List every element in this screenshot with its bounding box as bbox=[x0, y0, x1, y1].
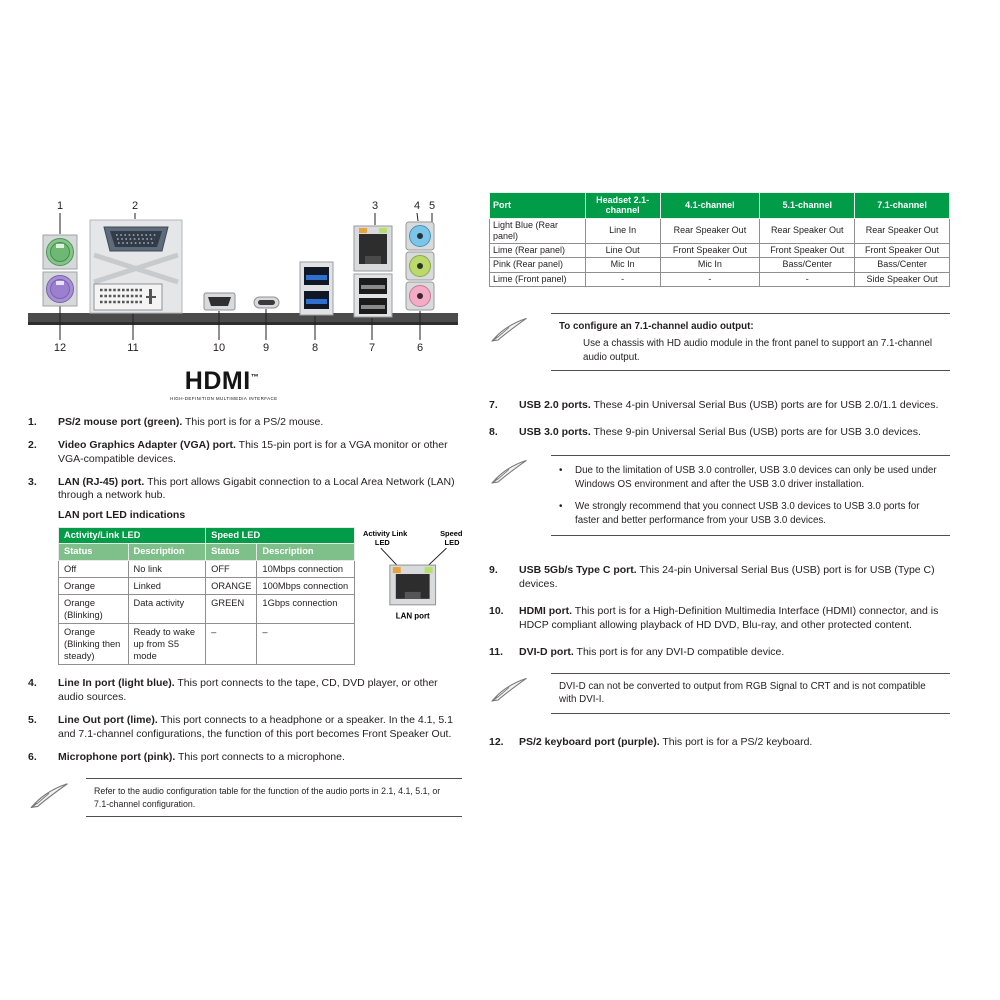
table-header-cell: Activity/Link LED bbox=[59, 528, 206, 544]
note-text: Refer to the audio configuration table for the function of the audio ports in 2.1, 4.1, 5.1, or 7.1-channel configuration. bbox=[86, 778, 462, 816]
table-cell: 10Mbps connection bbox=[257, 560, 354, 577]
lan-port bbox=[354, 226, 392, 271]
table-row bbox=[59, 623, 355, 664]
hdmi-logo bbox=[170, 367, 278, 401]
item-number: 4. bbox=[28, 677, 37, 690]
item-description: These 4-pin Universal Serial Bus (USB) ports are for USB 2.0/1.1 devices. bbox=[590, 399, 939, 412]
item-lan bbox=[28, 476, 462, 504]
callout-number: 4 bbox=[413, 200, 421, 212]
item-bold-lead: HDMI port. bbox=[519, 604, 573, 617]
table-cell: - bbox=[585, 272, 660, 286]
table-cell: Pink (Rear panel) bbox=[490, 258, 586, 272]
item-number: 5. bbox=[28, 713, 37, 726]
pencil-note-icon bbox=[28, 778, 86, 816]
lan-port-figure bbox=[363, 527, 462, 627]
item-text bbox=[58, 677, 462, 705]
item-usbc bbox=[489, 564, 950, 592]
table-cell: Orange (Blinking then steady) bbox=[59, 623, 129, 664]
audio-jack-line-in bbox=[406, 222, 434, 250]
table-cell: 1Gbps connection bbox=[257, 594, 354, 623]
note-71-channel bbox=[489, 313, 950, 372]
pencil-icon bbox=[489, 316, 529, 344]
audio-config-table bbox=[489, 192, 950, 287]
item-text bbox=[519, 736, 950, 750]
item-description: This port allows Gigabit connection to a Local Area Network (LAN) through a network hub. bbox=[58, 475, 455, 502]
table-header-cell: Port bbox=[490, 193, 586, 219]
item-number: 10. bbox=[489, 604, 504, 617]
item-dvi bbox=[489, 646, 950, 660]
table-cell: Mic In bbox=[660, 258, 760, 272]
table-header-cell: Description bbox=[257, 544, 354, 560]
callout-number: 11 bbox=[127, 342, 139, 354]
item-microphone bbox=[28, 751, 462, 765]
item-bold-lead: USB 5Gb/s Type C port. bbox=[519, 564, 637, 577]
table-cell: Rear Speaker Out bbox=[855, 218, 950, 244]
table-row bbox=[490, 258, 950, 272]
item-text bbox=[58, 714, 462, 742]
callout-number: 3 bbox=[371, 200, 379, 212]
hdmi-port bbox=[204, 293, 235, 310]
callout-number: 12 bbox=[53, 342, 67, 354]
table-cell: Light Blue (Rear panel) bbox=[490, 218, 586, 244]
item-number: 1. bbox=[28, 416, 37, 428]
table-header-cell: Status bbox=[59, 544, 129, 560]
table-cell: Line In bbox=[585, 218, 660, 244]
table-cell: Bass/Center bbox=[855, 258, 950, 272]
usb3-ports bbox=[300, 262, 333, 315]
table-cell: Side Speaker Out bbox=[855, 272, 950, 286]
item-description: This port connects to a microphone. bbox=[175, 750, 345, 763]
usb2-ports bbox=[354, 274, 392, 317]
table-cell: Lime (Front panel) bbox=[490, 272, 586, 286]
item-line-out bbox=[28, 714, 462, 742]
item-text bbox=[58, 751, 462, 765]
table-cell: Line Out bbox=[585, 244, 660, 258]
item-description: This port connects to the tape, CD, DVD player, or other audio sources. bbox=[58, 677, 438, 704]
callout-number: 7 bbox=[368, 342, 376, 354]
item-bold-lead: LAN (RJ-45) port. bbox=[58, 475, 145, 488]
callout-number: 9 bbox=[262, 342, 270, 354]
item-number: 9. bbox=[489, 564, 498, 577]
speed-led-label: Speed bbox=[439, 529, 462, 539]
table-row bbox=[59, 594, 355, 623]
item-text bbox=[519, 646, 950, 660]
table-cell: - bbox=[660, 272, 760, 286]
audio-jack-microphone bbox=[406, 282, 434, 310]
item-text bbox=[58, 476, 462, 504]
io-shield-bar bbox=[28, 313, 458, 325]
table-cell: Lime (Rear panel) bbox=[490, 244, 586, 258]
io-panel-diagram bbox=[28, 192, 458, 360]
callout-number: 10 bbox=[212, 342, 226, 354]
left-column bbox=[28, 192, 462, 817]
item-number: 12. bbox=[489, 735, 504, 748]
table-cell: Front Speaker Out bbox=[760, 244, 855, 258]
bullet-glyph: • bbox=[559, 501, 563, 513]
lan-led-table bbox=[58, 527, 355, 665]
item-number: 7. bbox=[489, 399, 498, 412]
note-body bbox=[551, 313, 950, 372]
table-row bbox=[59, 560, 355, 577]
table-row bbox=[59, 577, 355, 594]
ps2-keyboard-port bbox=[43, 272, 77, 306]
lan-led-block bbox=[58, 527, 462, 665]
bullet-glyph: • bbox=[559, 465, 563, 477]
callout-number: 2 bbox=[131, 200, 139, 212]
item-bold-lead: USB 2.0 ports. bbox=[519, 399, 591, 412]
table-header-cell: Status bbox=[206, 544, 257, 560]
note-dvi bbox=[489, 673, 950, 714]
table-cell: Ready to wake up from S5 mode bbox=[128, 623, 206, 664]
table-cell: Orange bbox=[59, 577, 129, 594]
table-header-cell: Headset 2.1-channel bbox=[585, 193, 660, 219]
table-row bbox=[490, 218, 950, 244]
table-cell: Rear Speaker Out bbox=[660, 218, 760, 244]
table-header-cell: 7.1-channel bbox=[855, 193, 950, 219]
table-cell: GREEN bbox=[206, 594, 257, 623]
item-bold-lead: DVI-D port. bbox=[519, 645, 574, 658]
note-text: Use a chassis with HD audio module in the front panel to support an 7.1-channel audio output. bbox=[583, 338, 933, 363]
note-audio-config bbox=[28, 778, 462, 816]
vga-port bbox=[104, 227, 168, 251]
item-number: 6. bbox=[28, 750, 37, 763]
lan-port-drawing bbox=[389, 565, 435, 605]
table-row bbox=[490, 272, 950, 286]
item-text bbox=[58, 439, 462, 467]
item-description: This port is for any DVI-D compatible device. bbox=[573, 645, 785, 658]
table-cell: – bbox=[257, 623, 354, 664]
item-bold-lead: Line In port (light blue). bbox=[58, 677, 175, 690]
pencil-icon bbox=[28, 781, 70, 811]
table-cell: - bbox=[760, 272, 855, 286]
lan-led-table-title: LAN port LED indications bbox=[58, 509, 186, 522]
table-header-cell: 5.1-channel bbox=[760, 193, 855, 219]
activity-link-led-label-2: LED bbox=[374, 538, 390, 548]
item-description: This 15-pin port is for a VGA monitor or other VGA-compatible devices. bbox=[58, 438, 448, 465]
item-number: 3. bbox=[28, 475, 37, 488]
note-title: To configure an 7.1-channel audio output: bbox=[559, 320, 754, 332]
speed-led-label-2: LED bbox=[444, 538, 460, 548]
item-number: 2. bbox=[28, 438, 37, 451]
item-ps2-keyboard bbox=[489, 736, 950, 750]
hdmi-logo-subtext: HIGH-DEFINITION MULTIMEDIA INTERFACE bbox=[170, 396, 278, 401]
callout-number: 1 bbox=[56, 200, 64, 212]
note-bullet-item bbox=[559, 500, 942, 527]
item-bold-lead: PS/2 keyboard port (purple). bbox=[519, 735, 660, 748]
pencil-icon bbox=[489, 676, 529, 704]
usb-c-port bbox=[254, 297, 279, 308]
ps2-mouse-port bbox=[43, 235, 77, 269]
item-text bbox=[519, 426, 950, 440]
table-cell: Off bbox=[59, 560, 129, 577]
item-description: This port is for a High-Definition Multimedia Interface (HDMI) connector, and is HDCP compliant allowing playback of HD DVD, Blu-ray, and other protected content. bbox=[519, 604, 939, 631]
table-cell: 100Mbps connection bbox=[257, 577, 354, 594]
item-number: 8. bbox=[489, 426, 498, 439]
item-number: 11. bbox=[489, 645, 504, 658]
item-vga bbox=[28, 439, 462, 467]
item-usb3 bbox=[489, 426, 950, 440]
table-cell: Bass/Center bbox=[760, 258, 855, 272]
item-description: This port is for a PS/2 keyboard. bbox=[659, 735, 813, 748]
item-description: These 9-pin Universal Serial Bus (USB) ports are for USB 3.0 devices. bbox=[590, 426, 921, 439]
pencil-icon bbox=[489, 458, 529, 486]
lan-port-label: LAN port bbox=[395, 612, 430, 622]
note-text: Due to the limitation of USB 3.0 controller, USB 3.0 devices can only be used under Windows OS environment and after the USB 3.0 driver installation. bbox=[575, 465, 937, 490]
table-cell: Mic In bbox=[585, 258, 660, 272]
table-row bbox=[490, 193, 950, 219]
table-cell: Linked bbox=[128, 577, 206, 594]
item-line-in bbox=[28, 677, 462, 705]
table-cell: Orange (Blinking) bbox=[59, 594, 129, 623]
audio-jack-line-out bbox=[406, 252, 434, 280]
note-text: DVI-D can not be converted to output from RGB Signal to CRT and is not compatible with DVI-I. bbox=[551, 673, 950, 714]
item-ps2-mouse bbox=[28, 416, 462, 430]
right-column bbox=[489, 192, 950, 762]
table-cell: Rear Speaker Out bbox=[760, 218, 855, 244]
pencil-note-icon bbox=[489, 673, 551, 709]
activity-link-led-label: Activity Link bbox=[362, 529, 407, 539]
item-text bbox=[519, 399, 950, 413]
pencil-note-icon bbox=[489, 455, 551, 491]
item-description: This port connects to a headphone or a speaker. In the 4.1, 5.1 and 7.1-channel configurations, the function of this port becomes Front Speaker Out. bbox=[58, 713, 453, 740]
table-header-cell: Description bbox=[128, 544, 206, 560]
dvi-port bbox=[94, 284, 162, 310]
item-text bbox=[519, 605, 950, 633]
callout-number: 8 bbox=[311, 342, 319, 354]
callout-number: 6 bbox=[416, 342, 424, 354]
hdmi-word-text: HDMI bbox=[184, 367, 251, 395]
item-bold-lead: Microphone port (pink). bbox=[58, 750, 176, 763]
item-description: This 24-pin Universal Serial Bus (USB) port is for USB (Type C) devices. bbox=[519, 564, 935, 591]
item-description: This port is for a PS/2 mouse. bbox=[182, 416, 324, 428]
item-hdmi bbox=[489, 605, 950, 633]
item-bold-lead: USB 3.0 ports. bbox=[519, 426, 591, 439]
table-cell: OFF bbox=[206, 560, 257, 577]
note-usb3 bbox=[489, 455, 950, 536]
item-text bbox=[58, 416, 462, 430]
table-cell: Front Speaker Out bbox=[660, 244, 760, 258]
hdmi-wordmark bbox=[170, 369, 274, 394]
table-row bbox=[490, 244, 950, 258]
table-row bbox=[59, 544, 355, 560]
table-cell: ORANGE bbox=[206, 577, 257, 594]
pencil-note-icon bbox=[489, 313, 551, 349]
table-row bbox=[59, 528, 355, 544]
note-text: We strongly recommend that you connect USB 3.0 devices to USB 3.0 ports for faster and better performance from your USB 3.0 devices. bbox=[575, 501, 920, 526]
item-text bbox=[519, 564, 950, 592]
table-header-cell: 4.1-channel bbox=[660, 193, 760, 219]
hdmi-trademark: ™ bbox=[250, 372, 260, 382]
note-bullet-item bbox=[559, 464, 942, 491]
callout-number: 5 bbox=[428, 200, 436, 212]
item-bold-lead: PS/2 mouse port (green). bbox=[58, 416, 183, 428]
note-body bbox=[551, 455, 950, 536]
table-cell: Front Speaker Out bbox=[855, 244, 950, 258]
item-bold-lead: Line Out port (lime). bbox=[58, 713, 158, 726]
table-cell: – bbox=[206, 623, 257, 664]
table-cell: Data activity bbox=[128, 594, 206, 623]
table-cell: No link bbox=[128, 560, 206, 577]
item-bold-lead: Video Graphics Adapter (VGA) port. bbox=[58, 438, 236, 451]
table-header-cell: Speed LED bbox=[206, 528, 354, 544]
item-usb2 bbox=[489, 399, 950, 413]
